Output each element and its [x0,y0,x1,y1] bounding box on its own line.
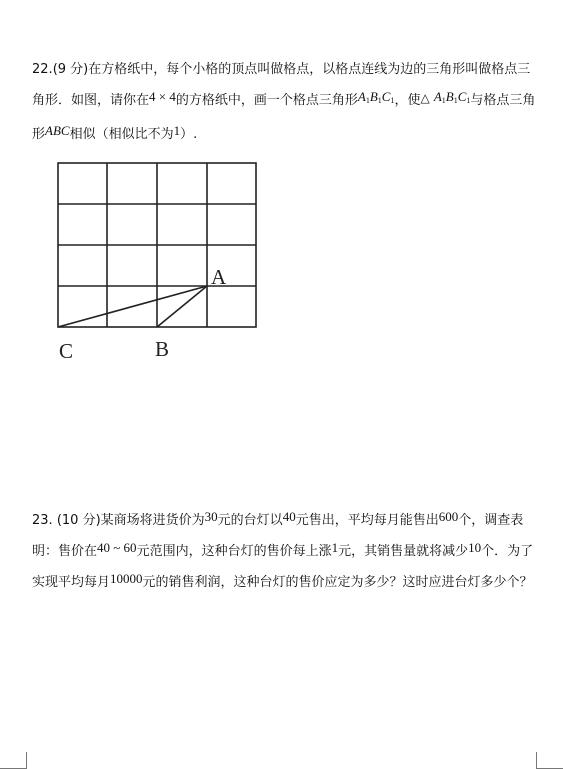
question-22-text-4: 与格点三角形 [32,93,536,142]
question-23-text-3: 元售出，平均每月能售出 [295,513,439,528]
question-23-text-1: 某商场将进货价为 [100,513,205,528]
question-22-text-2: 的方格纸中，画一个格点三角形 [175,93,358,108]
square-grid [58,163,256,327]
question-23-text-6: 元，其销售量就将减少 [338,544,469,559]
side-ca [58,286,207,327]
triangle-a1b1c1: $A_1B_1C_1$ [357,89,395,105]
question-23 [32,505,542,598]
triangle-a1b1c1-ref: $A_1B_1C_1$ [433,89,471,105]
price-range: 40 ~ 60 [97,540,137,555]
question-23-text-4: 个，调查表明：售价在 [32,513,524,559]
question-22-text-5: 相似（相似比不为 [69,127,174,142]
question-23-text-5: 元范围内，这种台灯的售价每上涨 [136,544,332,559]
similarity-ratio: 1 [173,123,181,138]
question-23-text-8: 元的销售利润，这种台灯的售价应定为多少？这时应进台灯多少个？ [142,575,533,590]
sale-price: 40 [282,509,296,524]
triangle-symbol: △ [420,91,430,105]
price-step: 1 [331,540,339,555]
grid-size: 4 × 4 [149,89,176,104]
monthly-quantity: 600 [438,509,459,524]
question-22-text-6: ）. [180,127,198,142]
quantity-drop: 10 [468,540,482,555]
cost-price: 30 [204,509,218,524]
question-23-text-2: 元的台灯以 [217,513,283,528]
page-corner-mark-left [0,752,27,769]
question-22-number: 22. [32,62,53,77]
question-22-score: (9 分) [52,62,89,77]
question-23-number: 23. [32,513,53,528]
target-profit: 10000 [110,571,143,586]
triangle-abc: ABC [45,123,70,138]
page-corner-mark-right [536,752,563,769]
question-23-text-7: 个．为了实现平均每月 [32,544,534,590]
vertex-label-c: C [59,339,74,363]
question-22-text-3: ，使 [394,93,421,108]
vertex-label-a: A [211,265,227,289]
triangle-abc-shape [58,286,207,327]
vertex-label-b: B [155,337,170,361]
question-23-score: (10 分) [56,513,101,528]
question-22-text-1: 在方格纸中，每个小格的顶点叫做格点，以格点连线为边的三角形叫做格点三角形．如图，请你在 [32,62,531,108]
